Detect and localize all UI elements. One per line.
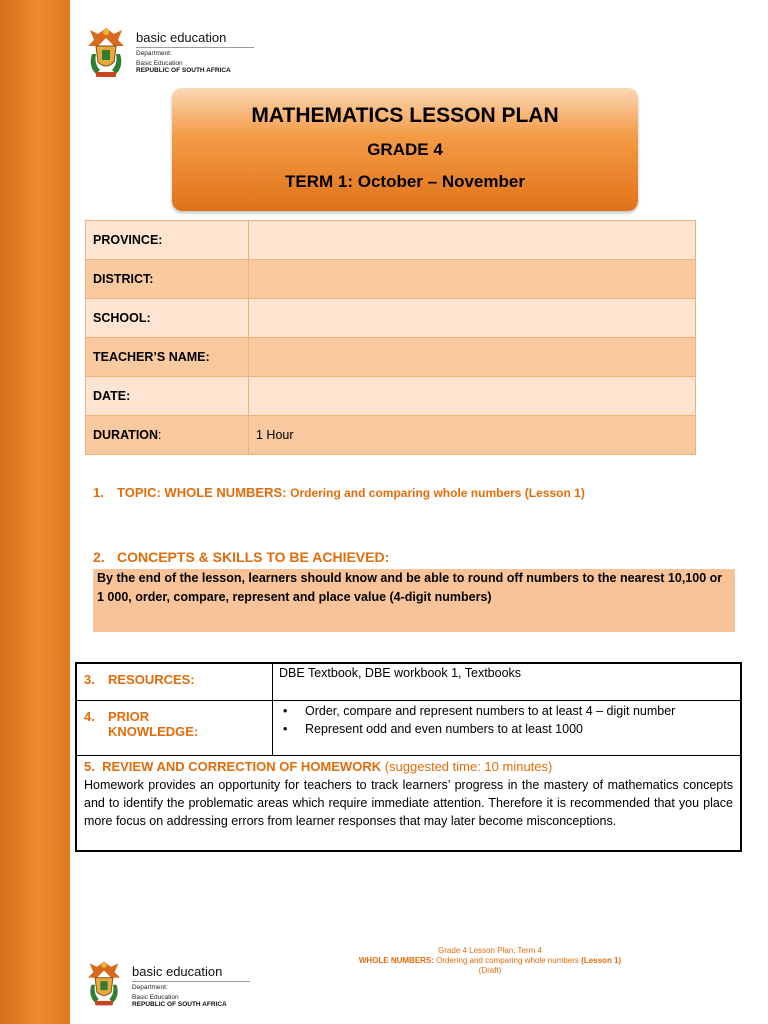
prior-knowledge-label-line1: PRIOR [108,709,150,724]
logo-dept-line1: Department: [136,50,172,57]
footer-logo-country: REPUBLIC OF SOUTH AFRICA [132,1001,227,1008]
concepts-box: By the end of the lesson, learners should know and be able to round off numbers to the nearest 10,100 or 1 000, order, compare, represent and place value (4-digit numbers) [93,569,735,632]
district-label: DISTRICT: [86,260,249,299]
prior-knowledge-label-line2: KNOWLEDGE: [108,724,199,739]
prior-knowledge-item-1: Order, compare and represent numbers to at least 4 – digit number [305,704,676,718]
table-row [86,377,696,416]
concepts-number: 2. [93,549,105,565]
date-label: DATE: [86,377,249,416]
footer-logo-brand-text: basic education [132,964,250,982]
concepts-label: CONCEPTS & SKILLS TO BE ACHIEVED: [117,549,390,565]
homework-section [76,756,741,852]
logo-country: REPUBLIC OF SOUTH AFRICA [136,67,231,74]
logo-dept-line2: Basic Education [136,59,183,67]
table-row [86,338,696,377]
province-label: PROVINCE: [86,221,249,260]
table-row [86,260,696,299]
province-field[interactable] [249,221,696,260]
topic-heading [93,485,585,500]
header-logo [84,24,254,80]
table-row [76,663,741,701]
table-row [76,701,741,756]
teacher-name-label: TEACHER’S NAME: [86,338,249,377]
district-field[interactable] [249,260,696,299]
prior-knowledge-number: 4. [84,709,95,724]
bullet-icon: • [283,704,288,718]
orange-side-bar [0,0,70,1024]
page-footer [300,946,680,976]
topic-label: TOPIC: WHOLE NUMBERS: [117,485,287,500]
homework-heading [84,759,733,774]
prior-knowledge-list [273,701,742,756]
list-item [283,722,736,736]
prior-knowledge-item-2: Represent odd and even numbers to at least 1000 [305,722,583,736]
concepts-heading [93,549,389,565]
topic-text: Ordering and comparing whole numbers (Lesson 1) [290,486,585,500]
homework-label: REVIEW AND CORRECTION OF HOMEWORK [102,759,382,774]
footer-line3: (Draft) [478,966,502,975]
duration-label-colon: : [158,428,162,442]
term-title: TERM 1: October – November [285,172,525,191]
footer-logo-dept-line2: Basic Education [132,993,179,1001]
table-row [86,221,696,260]
resources-label-text: RESOURCES: [108,672,195,687]
homework-time: (suggested time: 10 minutes) [384,759,553,774]
footer-topic-label: WHOLE NUMBERS: [358,956,434,965]
coat-of-arms-icon [84,958,124,1008]
table-row [76,756,741,852]
bullet-icon: • [283,722,288,736]
teacher-name-field[interactable] [249,338,696,377]
school-label: SCHOOL: [86,299,249,338]
duration-field[interactable]: 1 Hour [249,416,696,455]
grade-title: GRADE 4 [367,140,443,159]
page-title: MATHEMATICS LESSON PLAN [251,104,559,127]
prior-knowledge-label [76,701,273,756]
table-row [86,416,696,455]
resources-value: DBE Textbook, DBE workbook 1, Textbooks [273,663,742,701]
resources-label [76,663,273,701]
date-field[interactable] [249,377,696,416]
homework-number: 5. [84,759,95,774]
resources-table [75,662,742,852]
duration-label [86,416,249,455]
footer-line2 [300,956,680,966]
table-row [86,299,696,338]
resources-number: 3. [84,672,95,687]
footer-line1: Grade 4 Lesson Plan: Term 4 [438,946,542,955]
title-banner [172,88,638,211]
lesson-info-table [85,220,696,455]
logo-brand-text: basic education [136,30,254,48]
coat-of-arms-icon [84,24,128,80]
list-item [283,704,736,718]
footer-lesson: (Lesson 1) [581,956,622,965]
footer-logo [84,958,250,1008]
homework-text: Homework provides an opportunity for teachers to track learners’ progress in the mastery of mathematics concepts and to identify the problematic areas which require immediate attention. Therefore it is recommended that you place more focus on addressing errors from learner responses that may later become misconceptions. [84,778,733,828]
footer-topic-text: Ordering and comparing whole numbers [436,956,579,965]
school-field[interactable] [249,299,696,338]
footer-logo-dept-line1: Department: [132,984,168,991]
duration-label-text: DURATION [93,428,159,442]
topic-number: 1. [93,485,104,500]
